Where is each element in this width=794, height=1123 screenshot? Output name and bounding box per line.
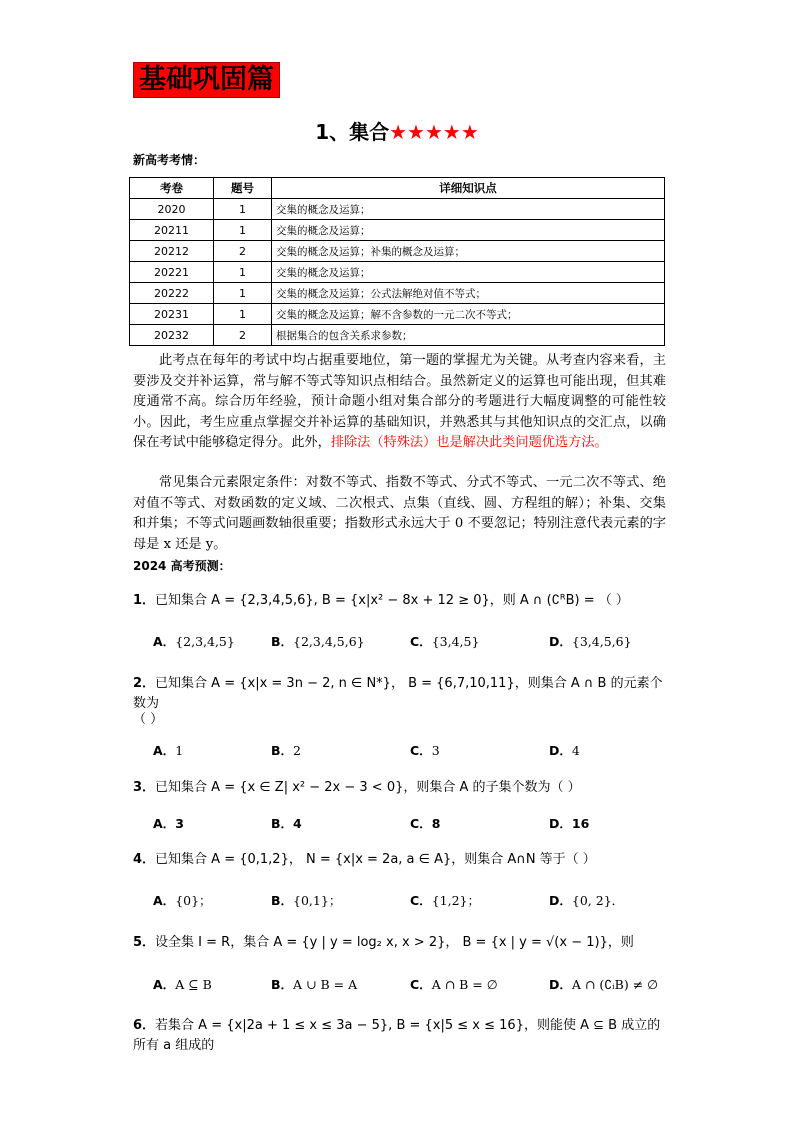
option-key: B． <box>271 977 294 992</box>
table-cell: 20232 <box>130 325 214 346</box>
table-cell: 交集的概念及运算； <box>272 199 665 220</box>
option-key: D． <box>549 743 572 758</box>
option-value: {0, 2}． <box>571 893 625 908</box>
option-b <box>271 742 301 760</box>
table-header-cell: 题号 <box>214 178 272 199</box>
table-cell: 20222 <box>130 283 214 304</box>
option-key: A． <box>153 634 176 649</box>
option-value: 4 <box>293 816 302 831</box>
option-d <box>549 633 632 651</box>
option-c <box>410 742 440 760</box>
table-cell: 交集的概念及运算； <box>272 220 665 241</box>
option-a <box>153 633 235 651</box>
question-number: 2． <box>133 676 156 691</box>
section-title-text: 1、集合 <box>315 120 390 144</box>
option-value: 16 <box>571 816 590 831</box>
question-number: 4． <box>133 852 156 867</box>
option-a <box>153 815 184 833</box>
table-row <box>130 262 665 283</box>
analysis-paragraph <box>133 351 666 454</box>
option-value: 3 <box>431 743 440 758</box>
option-c <box>410 892 480 910</box>
option-value: 2 <box>293 743 301 758</box>
option-key: C． <box>410 977 432 992</box>
option-b <box>271 815 302 833</box>
option-key: A． <box>153 743 176 758</box>
question-2-bracket: （ ） <box>133 712 164 727</box>
option-key: D． <box>549 634 572 649</box>
table-row <box>130 241 665 262</box>
option-value: A ⊆ B <box>175 977 212 992</box>
option-b <box>271 976 357 994</box>
table-cell: 交集的概念及运算；公式法解绝对值不等式； <box>272 283 665 304</box>
table-row <box>130 220 665 241</box>
option-a <box>153 892 212 910</box>
question-text: 已知集合 A = {2,3,4,5,6}, B = {x|x² − 8x + 12 ≥ 0}，则 A ∩ (∁ᴿB) = （ ） <box>155 593 629 608</box>
exam-knowledge-table <box>129 177 665 346</box>
question-text: 设全集 I = R，集合 A = {y | y = log₂ x, x > 2}， B = {x | y = √(x − 1)}，则 <box>155 935 634 950</box>
option-key: D． <box>549 816 572 831</box>
option-b <box>271 633 365 651</box>
option-value: 8 <box>431 816 441 831</box>
question-5 <box>133 933 673 953</box>
option-d <box>549 976 658 994</box>
option-c <box>410 633 479 651</box>
table-cell: 20231 <box>130 304 214 325</box>
question-text: 已知集合 A = {x|x = 3n − 2, n ∈ N*}， B = {6,7,10,11}，则集合 A ∩ B 的元素个数为 <box>133 676 663 711</box>
conditions-paragraph: 常见集合元素限定条件：对数不等式、指数不等式、分式不等式、一元二次不等式、绝对值不等式、对数函数的定义域、二次根式、点集（直线、圆、方程组的解）；补集、交集和并集；不等式问题画数轴很重要；指数形式永远大于 0 不要忽记；特别注意代表元素的字母是 x 还是 y。 <box>133 475 666 552</box>
question-number: 3． <box>133 780 156 795</box>
option-a <box>153 976 212 994</box>
option-value: {0}； <box>175 893 212 908</box>
difficulty-stars: ★★★★★ <box>389 120 479 144</box>
option-key: C． <box>410 893 432 908</box>
analysis-text: 此考点在每年的考试中均占据重要地位，第一题的掌握尤为关键。从考查内容来看，主要涉及交并补运算，常与解不等式等知识点相结合。虽然新定义的运算也可能出现，但其难度通常不高。综合历年经验，预计命题小组对集合部分的考题进行大幅度调整的可能性较小。因此，考生应重点掌握交并补运算的基础知识，并熟悉其与其他知识点的交汇点，以确保在考试中能够稳定得分。此外， <box>133 353 666 450</box>
table-cell: 2 <box>214 325 272 346</box>
option-value: {2,3,4,5,6} <box>293 634 365 649</box>
question-number: 1． <box>133 593 156 608</box>
option-b <box>271 892 341 910</box>
option-key: A． <box>153 893 176 908</box>
option-d <box>549 815 589 833</box>
question-number: 6． <box>133 1018 156 1033</box>
question-number: 5． <box>133 935 156 950</box>
option-value: A ∪ B = A <box>293 977 358 992</box>
option-value: A ∩ B = ∅ <box>431 977 498 992</box>
option-d <box>549 892 624 910</box>
table-cell: 1 <box>214 262 272 283</box>
table-cell: 交集的概念及运算；补集的概念及运算； <box>272 241 665 262</box>
section-title <box>0 120 794 144</box>
option-key: C． <box>410 743 432 758</box>
option-key: A． <box>153 816 176 831</box>
option-key: B． <box>271 816 294 831</box>
option-d <box>549 742 580 760</box>
table-row <box>130 304 665 325</box>
table-cell: 交集的概念及运算；解不含参数的一元二次不等式； <box>272 304 665 325</box>
option-key: D． <box>549 893 572 908</box>
method-highlight: 排除法（特殊法）也是解决此类问题优选方法。 <box>330 435 608 450</box>
question-1 <box>133 591 673 611</box>
question-3 <box>133 778 673 798</box>
option-c <box>410 976 498 994</box>
option-value: 3 <box>175 816 184 831</box>
question-4 <box>133 850 673 870</box>
option-key: A． <box>153 977 176 992</box>
option-value: {3,4,5,6} <box>571 634 632 649</box>
exam-info-label: 新高考考情： <box>133 153 206 167</box>
option-key: D． <box>549 977 572 992</box>
table-header-cell: 考卷 <box>130 178 214 199</box>
table-cell: 20212 <box>130 241 214 262</box>
table-cell: 20211 <box>130 220 214 241</box>
table-cell: 1 <box>214 220 272 241</box>
question-2 <box>133 674 673 714</box>
table-cell: 20221 <box>130 262 214 283</box>
option-key: C． <box>410 634 432 649</box>
option-key: B． <box>271 743 294 758</box>
option-c <box>410 815 440 833</box>
option-key: C． <box>410 816 432 831</box>
table-cell: 根据集合的包含关系求参数； <box>272 325 665 346</box>
option-value: {2,3,4,5} <box>175 634 235 649</box>
question-6 <box>133 1016 673 1056</box>
option-key: B． <box>271 893 294 908</box>
table-header-cell: 详细知识点 <box>272 178 665 199</box>
option-a <box>153 742 183 760</box>
option-value: 1 <box>175 743 184 758</box>
table-cell: 交集的概念及运算； <box>272 262 665 283</box>
table-cell: 1 <box>214 304 272 325</box>
section-banner: 基础巩固篇 <box>133 62 280 98</box>
table-cell: 1 <box>214 283 272 304</box>
table-row <box>130 283 665 304</box>
table-row <box>130 325 665 346</box>
option-value: {1,2}； <box>431 893 480 908</box>
option-value: {3,4,5} <box>431 634 480 649</box>
question-text: 若集合 A = {x|2a + 1 ≤ x ≤ 3a − 5}, B = {x|5 ≤ x ≤ 16}，则能使 A ⊆ B 成立的所有 a 组成的 <box>133 1018 661 1053</box>
table-header-row <box>130 178 665 199</box>
table-cell: 1 <box>214 199 272 220</box>
forecast-label: 2024 高考预测： <box>133 559 231 573</box>
table-row <box>130 199 665 220</box>
option-value: {0,1}； <box>293 893 342 908</box>
option-value: A ∩ (∁ᵢB) ≠ ∅ <box>571 977 659 992</box>
table-cell: 2 <box>214 241 272 262</box>
option-key: B． <box>271 634 294 649</box>
question-text: 已知集合 A = {0,1,2}， N = {x|x = 2a, a ∈ A}，则集合 A∩N 等于（ ） <box>155 852 596 867</box>
option-value: 4 <box>571 743 580 758</box>
question-text: 已知集合 A = {x ∈ Z| x² − 2x − 3 < 0}，则集合 A 的子集个数为（ ） <box>155 780 581 795</box>
table-cell: 2020 <box>130 199 214 220</box>
